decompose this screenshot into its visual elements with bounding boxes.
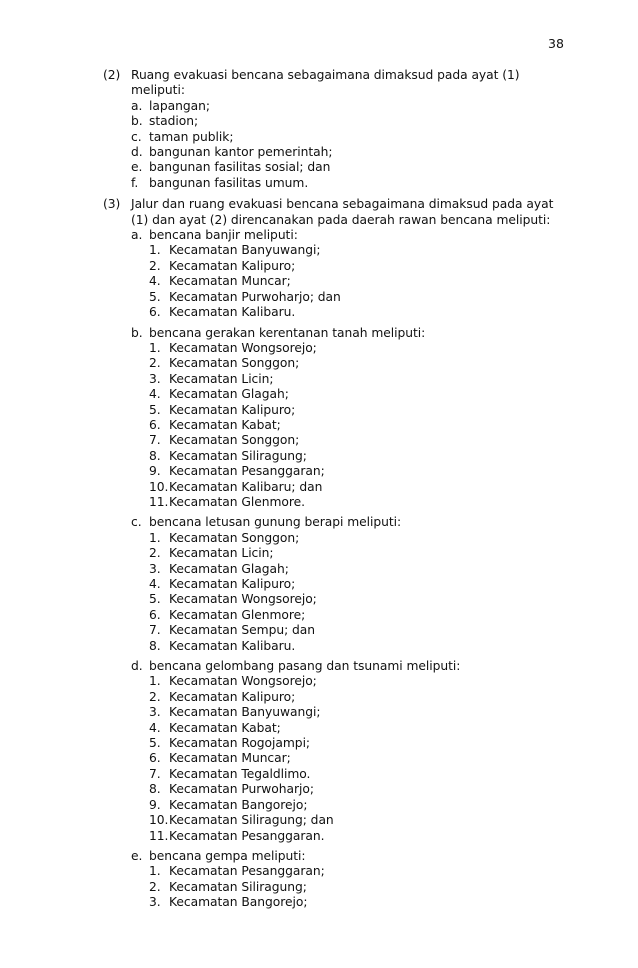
district-name: Kecamatan Glenmore.	[169, 494, 306, 509]
district-marker: 11.	[149, 828, 169, 843]
district-marker: 4.	[149, 720, 161, 735]
district-marker: 1.	[149, 340, 161, 355]
district-marker: 2.	[149, 356, 161, 371]
district-marker: 3.	[149, 371, 161, 386]
district-marker: 5.	[149, 402, 161, 417]
district-name: Kecamatan Purwoharjo; dan	[169, 289, 341, 304]
group-marker: c.	[131, 515, 142, 530]
district-list	[131, 243, 573, 320]
district-marker: 2.	[149, 546, 161, 561]
district-marker: 11.	[149, 494, 169, 509]
district-item	[131, 372, 573, 387]
district-item	[131, 531, 573, 546]
district-item	[131, 274, 573, 289]
list-item	[131, 145, 573, 160]
list-item-text: bangunan fasilitas umum.	[149, 175, 309, 190]
district-marker: 7.	[149, 433, 161, 448]
district-marker: 6.	[149, 751, 161, 766]
district-name: Kecamatan Kalipuro;	[169, 689, 296, 704]
district-name: Kecamatan Wongsorejo;	[169, 674, 317, 689]
district-item	[131, 449, 573, 464]
district-name: Kecamatan Muncar;	[169, 751, 291, 766]
district-name: Kecamatan Songgon;	[169, 530, 300, 545]
district-item	[131, 829, 573, 844]
district-name: Kecamatan Rogojampi;	[169, 736, 311, 751]
list-item-text: bangunan kantor pemerintah;	[149, 145, 333, 160]
district-name: Kecamatan Kalibaru.	[169, 638, 296, 653]
group-title: bencana gelombang pasang dan tsunami meliputi:	[149, 659, 461, 674]
group-marker: b.	[131, 325, 143, 340]
district-marker: 4.	[149, 387, 161, 402]
district-marker: 4.	[149, 274, 161, 289]
list-marker: f.	[131, 175, 139, 190]
district-item	[131, 880, 573, 895]
district-marker: 2.	[149, 689, 161, 704]
clause-number: (3)	[103, 197, 121, 212]
district-item	[131, 782, 573, 797]
district-name: Kecamatan Pesanggaran;	[169, 864, 325, 879]
district-item	[131, 767, 573, 782]
list-item-text: lapangan;	[149, 98, 210, 113]
list-marker: a.	[131, 98, 143, 113]
district-item	[131, 864, 573, 879]
district-name: Kecamatan Purwoharjo;	[169, 782, 314, 797]
district-marker: 10.	[149, 813, 169, 828]
district-list	[131, 674, 573, 843]
district-item	[131, 690, 573, 705]
district-marker: 6.	[149, 607, 161, 622]
district-marker: 7.	[149, 766, 161, 781]
district-marker: 9.	[149, 464, 161, 479]
group-marker: d.	[131, 659, 143, 674]
district-item	[131, 418, 573, 433]
district-name: Kecamatan Bangorejo;	[169, 797, 308, 812]
district-list	[131, 864, 573, 910]
district-item	[131, 798, 573, 813]
district-marker: 6.	[149, 417, 161, 432]
list-item	[131, 99, 573, 114]
district-marker: 8.	[149, 782, 161, 797]
district-name: Kecamatan Kabat;	[169, 720, 281, 735]
district-marker: 8.	[149, 638, 161, 653]
group-marker: e.	[131, 848, 143, 863]
district-item	[131, 243, 573, 258]
district-marker: 1.	[149, 674, 161, 689]
district-item	[131, 562, 573, 577]
district-name: Kecamatan Glagah;	[169, 561, 289, 576]
district-name: Kecamatan Pesanggaran.	[169, 828, 325, 843]
district-name: Kecamatan Siliragung;	[169, 879, 307, 894]
district-item	[131, 290, 573, 305]
district-name: Kecamatan Siliragung;	[169, 448, 307, 463]
group-title: bencana gerakan kerentanan tanah meliputi:	[149, 325, 426, 340]
group-title: bencana gempa meliputi:	[149, 848, 306, 863]
district-name: Kecamatan Licin;	[169, 546, 274, 561]
list-marker: e.	[131, 160, 143, 175]
district-marker: 1.	[149, 530, 161, 545]
district-name: Kecamatan Banyuwangi;	[169, 243, 321, 258]
district-item	[131, 546, 573, 561]
district-item	[131, 592, 573, 607]
district-name: Kecamatan Pesanggaran;	[169, 464, 325, 479]
page-number: 38	[548, 36, 564, 51]
district-name: Kecamatan Kalibaru; dan	[169, 479, 323, 494]
disaster-group	[131, 515, 573, 654]
district-item	[131, 639, 573, 654]
district-item	[131, 608, 573, 623]
district-item	[131, 813, 573, 828]
district-marker: 5.	[149, 592, 161, 607]
document-content	[103, 68, 573, 911]
list-marker: b.	[131, 114, 143, 129]
district-item	[131, 577, 573, 592]
district-item	[131, 895, 573, 910]
district-name: Kecamatan Glagah;	[169, 387, 289, 402]
clause-text: Jalur dan ruang evakuasi bencana sebagaimana dimaksud pada ayat (1) dan ayat (2) direncanakan pada daerah rawan bencana meliputi:	[131, 197, 554, 227]
district-name: Kecamatan Kalipuro;	[169, 258, 296, 273]
district-name: Kecamatan Siliragung; dan	[169, 813, 334, 828]
district-marker: 1.	[149, 864, 161, 879]
district-name: Kecamatan Glenmore;	[169, 607, 306, 622]
district-name: Kecamatan Bangorejo;	[169, 895, 308, 910]
district-item	[131, 403, 573, 418]
evacuation-space-list	[131, 99, 573, 191]
disaster-area-groups	[131, 228, 573, 910]
disaster-group	[131, 228, 573, 320]
district-marker: 2.	[149, 258, 161, 273]
district-name: Kecamatan Kalipuro;	[169, 577, 296, 591]
district-item	[131, 705, 573, 720]
district-item	[131, 623, 573, 638]
district-item	[131, 464, 573, 479]
district-item	[131, 736, 573, 751]
district-name: Kecamatan Kabat;	[169, 417, 281, 432]
district-marker: 6.	[149, 305, 161, 320]
disaster-group	[131, 659, 573, 844]
list-item-text: stadion;	[149, 114, 199, 129]
district-name: Kecamatan Sempu; dan	[169, 623, 316, 638]
district-marker: 4.	[149, 577, 161, 591]
disaster-group	[131, 326, 573, 511]
list-item	[131, 176, 573, 191]
list-item	[131, 130, 573, 145]
list-marker: c.	[131, 129, 142, 144]
list-item	[131, 114, 573, 129]
district-name: Kecamatan Licin;	[169, 371, 274, 386]
group-marker: a.	[131, 228, 143, 243]
list-marker: d.	[131, 145, 143, 160]
group-title: bencana letusan gunung berapi meliputi:	[149, 515, 402, 530]
district-item	[131, 259, 573, 274]
district-item	[131, 387, 573, 402]
clause-2	[103, 68, 573, 191]
group-title: bencana banjir meliputi:	[149, 228, 298, 243]
district-item	[131, 495, 573, 510]
district-name: Kecamatan Wongsorejo;	[169, 340, 317, 355]
district-name: Kecamatan Kalibaru.	[169, 305, 296, 320]
district-marker: 3.	[149, 561, 161, 576]
district-marker: 9.	[149, 797, 161, 812]
clause-3	[103, 197, 573, 910]
district-name: Kecamatan Tegaldlimo.	[169, 766, 311, 781]
district-name: Kecamatan Wongsorejo;	[169, 592, 317, 607]
district-name: Kecamatan Songgon;	[169, 356, 300, 371]
district-marker: 7.	[149, 623, 161, 638]
district-marker: 5.	[149, 289, 161, 304]
list-item	[131, 160, 573, 175]
district-marker: 3.	[149, 895, 161, 910]
district-item	[131, 480, 573, 495]
district-item	[131, 721, 573, 736]
district-name: Kecamatan Kalipuro;	[169, 402, 296, 417]
clause-text: Ruang evakuasi bencana sebagaimana dimaksud pada ayat (1) meliputi:	[131, 68, 520, 98]
district-item	[131, 674, 573, 689]
district-item	[131, 305, 573, 320]
list-item-text: taman publik;	[149, 129, 234, 144]
list-item-text: bangunan fasilitas sosial; dan	[149, 160, 331, 175]
district-item	[131, 433, 573, 448]
district-marker: 2.	[149, 879, 161, 894]
district-marker: 5.	[149, 736, 161, 751]
district-marker: 10.	[149, 479, 169, 494]
district-marker: 3.	[149, 705, 161, 720]
clause-number: (2)	[103, 68, 121, 82]
district-marker: 1.	[149, 243, 161, 258]
district-item	[131, 356, 573, 371]
disaster-group	[131, 849, 573, 911]
district-list	[131, 341, 573, 510]
district-name: Kecamatan Muncar;	[169, 274, 291, 289]
district-list	[131, 531, 573, 654]
district-name: Kecamatan Songgon;	[169, 433, 300, 448]
district-name: Kecamatan Banyuwangi;	[169, 705, 321, 720]
district-marker: 8.	[149, 448, 161, 463]
district-item	[131, 751, 573, 766]
district-item	[131, 341, 573, 356]
